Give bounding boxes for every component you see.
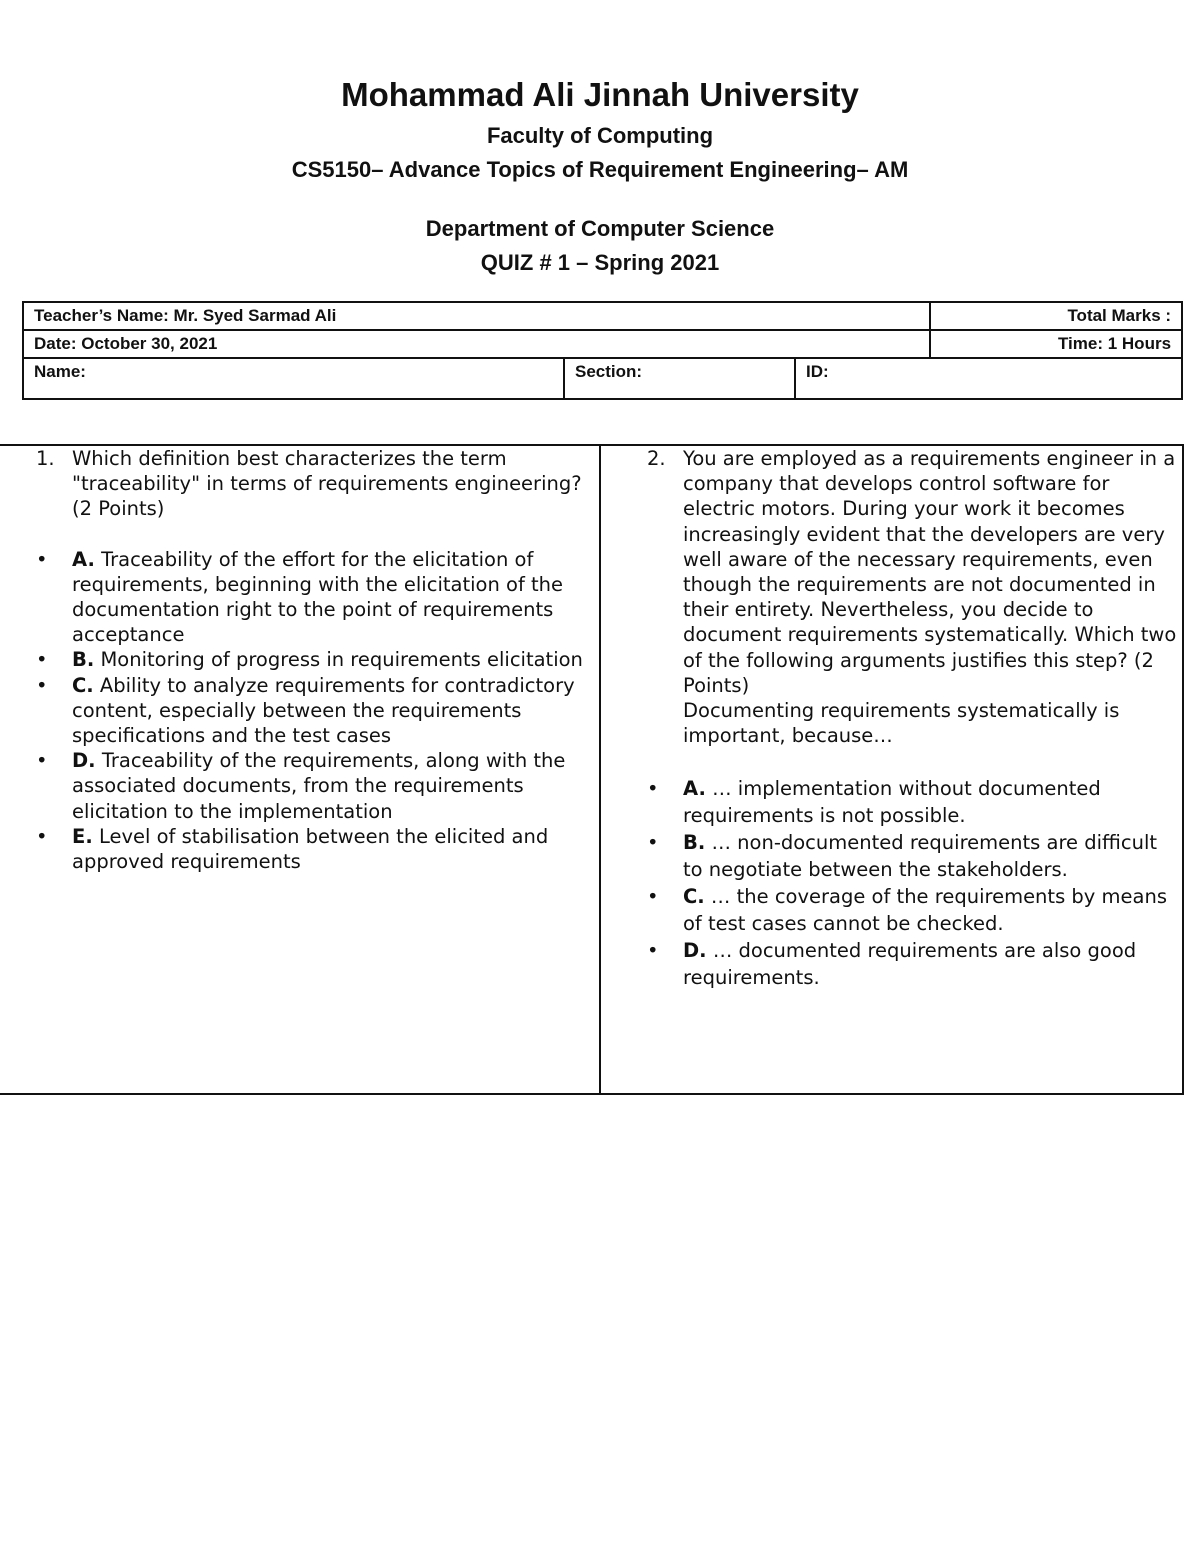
option-letter: C. bbox=[683, 885, 705, 909]
option-text: Traceability of the requirements, along with the associated documents, from the requirements elicitation to the implementation bbox=[72, 749, 566, 823]
option-letter: B. bbox=[72, 648, 95, 672]
option-letter: D. bbox=[683, 939, 707, 963]
question-1 bbox=[36, 446, 596, 874]
faculty-title: Faculty of Computing bbox=[486, 123, 714, 148]
department-title: Department of Computer Science bbox=[425, 216, 775, 241]
bullet: • bbox=[36, 648, 48, 672]
section-field: Section: bbox=[564, 358, 795, 399]
option-item bbox=[647, 937, 1182, 991]
university-title: Mohammad Ali Jinnah University bbox=[341, 76, 859, 113]
option-text: Traceability of the effort for the elicitation of requirements, beginning with the elicitation of the documentation right to the point of requirements acceptance bbox=[72, 547, 564, 647]
option-text: Level of stabilisation between the elicited and approved requirements bbox=[72, 824, 549, 874]
option-text: Ability to analyze requirements for contradictory content, especially between the requirements specifications and the test cases bbox=[72, 673, 575, 748]
bullet: • bbox=[647, 885, 659, 909]
option-text: … implementation without documented requirements is not possible. bbox=[683, 777, 1101, 828]
option-item bbox=[36, 673, 596, 749]
option-item bbox=[36, 748, 596, 824]
option-list bbox=[36, 547, 596, 875]
question-text: You are employed as a requirements engineer in a company that develops control software for electric motors. During your work it becomes increasingly evident that the developers are very well aware of the necessary requirements, even though the requirements are not documented in their entirety. Nevertheless, you decide to document requirements systematically. Which two of the following arguments justifies this step? (2 Points) bbox=[683, 447, 1177, 697]
option-item bbox=[647, 883, 1182, 937]
total-marks: Total Marks : bbox=[930, 302, 1182, 330]
option-letter: A. bbox=[683, 777, 706, 801]
column-divider bbox=[599, 446, 601, 1093]
bullet: • bbox=[647, 939, 659, 963]
bullet: • bbox=[36, 824, 48, 848]
quiz-time: Time: 1 Hours bbox=[930, 330, 1182, 358]
question-number: 2. bbox=[647, 447, 666, 470]
option-letter: E. bbox=[72, 824, 93, 848]
option-item bbox=[647, 829, 1182, 883]
option-item bbox=[36, 547, 596, 648]
bullet: • bbox=[36, 673, 48, 697]
quiz-date: Date: October 30, 2021 bbox=[23, 330, 930, 358]
quiz-title: QUIZ # 1 – Spring 2021 bbox=[480, 250, 720, 275]
option-text: … documented requirements are also good requirements. bbox=[683, 939, 1137, 990]
option-letter: A. bbox=[72, 547, 95, 571]
option-letter: B. bbox=[683, 831, 706, 855]
option-text: … the coverage of the requirements by means of test cases cannot be checked. bbox=[683, 885, 1168, 936]
question-number: 1. bbox=[36, 447, 55, 470]
option-item bbox=[36, 647, 596, 672]
option-letter: D. bbox=[72, 749, 96, 773]
bullet: • bbox=[647, 777, 659, 801]
name-field: Name: bbox=[23, 358, 564, 399]
question-2 bbox=[647, 446, 1182, 991]
id-field: ID: bbox=[795, 358, 1182, 399]
bullet: • bbox=[36, 749, 48, 773]
question-subtext: Documenting requirements systematically is important, because… bbox=[683, 699, 1120, 748]
option-list bbox=[647, 775, 1182, 991]
option-letter: C. bbox=[72, 673, 94, 697]
info-table bbox=[22, 301, 1183, 400]
course-title: CS5150– Advance Topics of Requirement Engineering– AM bbox=[291, 157, 909, 182]
option-text: Monitoring of progress in requirements elicitation bbox=[100, 648, 583, 672]
teacher-name: Teacher’s Name: Mr. Syed Sarmad Ali bbox=[23, 302, 930, 330]
option-item bbox=[647, 775, 1182, 829]
question-text: Which definition best characterizes the term "traceability" in terms of requirements engineering? (2 Points) bbox=[72, 447, 582, 521]
option-text: … non-documented requirements are difficult to negotiate between the stakeholders. bbox=[683, 831, 1158, 882]
option-item bbox=[36, 824, 596, 874]
bullet: • bbox=[36, 547, 48, 571]
bullet: • bbox=[647, 831, 659, 855]
